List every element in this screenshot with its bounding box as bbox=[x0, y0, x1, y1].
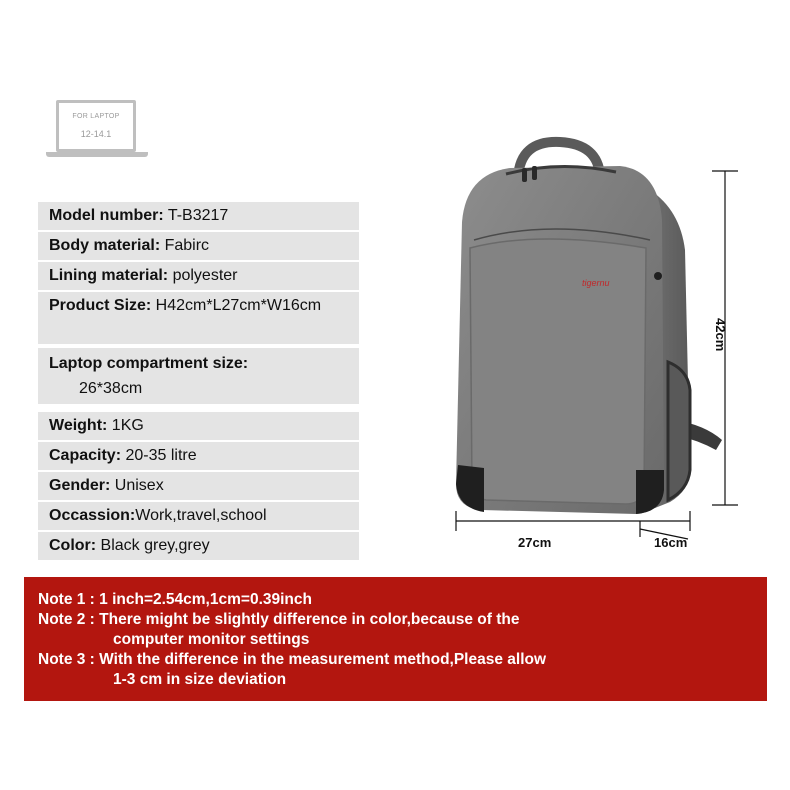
spec-label: Weight: bbox=[49, 417, 108, 434]
brand-logo: tigernu bbox=[582, 278, 610, 288]
width-label: 16cm bbox=[654, 535, 688, 550]
spec-model-number bbox=[38, 202, 359, 230]
notes-banner bbox=[24, 577, 767, 701]
spec-value: 26*38cm bbox=[79, 380, 143, 397]
spec-label: Lining material: bbox=[49, 267, 169, 284]
dimension-lines bbox=[450, 165, 750, 555]
spec-value: polyester bbox=[168, 267, 238, 284]
note-label: Note 1 : bbox=[38, 591, 95, 608]
note-text: With the difference in the measurement method,Please allow bbox=[94, 651, 547, 668]
spec-value: 1KG bbox=[107, 417, 144, 434]
spec-label: Laptop compartment size: bbox=[49, 355, 249, 372]
spec-label: Model number: bbox=[49, 207, 164, 224]
spec-label: Product Size: bbox=[49, 297, 152, 314]
note-label: Note 2 : bbox=[38, 611, 95, 628]
laptop-badge-size: 12-14.1 bbox=[80, 129, 112, 139]
note-text: 1 inch=2.54cm,1cm=0.39inch bbox=[94, 591, 312, 608]
length-label: 27cm bbox=[518, 535, 552, 550]
spec-laptop-compartment bbox=[38, 348, 359, 404]
spec-lining-material bbox=[38, 262, 359, 290]
spec-product-size bbox=[38, 292, 359, 344]
note-2-continued: computer monitor settings bbox=[113, 631, 310, 648]
spec-body-material bbox=[38, 232, 359, 260]
laptop-icon bbox=[56, 100, 136, 152]
spec-label: Occassion: bbox=[49, 507, 136, 524]
laptop-size-badge bbox=[46, 100, 148, 158]
spec-occasion bbox=[38, 502, 359, 530]
note-text: There might be slightly difference in color,because of the bbox=[94, 611, 520, 628]
spec-value: H42cm*L27cm*W16cm bbox=[151, 297, 322, 314]
spec-label: Body material: bbox=[49, 237, 161, 254]
spec-label: Capacity: bbox=[49, 447, 122, 464]
spec-value: Unisex bbox=[110, 477, 164, 494]
spec-value: 20-35 litre bbox=[121, 447, 197, 464]
spec-value: Fabirc bbox=[160, 237, 210, 254]
spec-color bbox=[38, 532, 359, 560]
spec-label: Gender: bbox=[49, 477, 111, 494]
note-3-continued: 1-3 cm in size deviation bbox=[113, 671, 287, 688]
note-2 bbox=[38, 611, 519, 629]
spec-label: Color: bbox=[49, 537, 97, 554]
note-1 bbox=[38, 591, 312, 609]
spec-capacity bbox=[38, 442, 359, 470]
spec-gender bbox=[38, 472, 359, 500]
spec-weight bbox=[38, 412, 359, 440]
spec-value: T-B3217 bbox=[163, 207, 229, 224]
note-label: Note 3 : bbox=[38, 651, 95, 668]
height-label: 42cm bbox=[713, 318, 728, 352]
laptop-badge-title: FOR LAPTOP bbox=[72, 113, 120, 120]
spec-value: Work,travel,school bbox=[135, 507, 267, 524]
spec-value: Black grey,grey bbox=[96, 537, 210, 554]
laptop-base bbox=[46, 152, 148, 157]
note-3 bbox=[38, 651, 546, 669]
